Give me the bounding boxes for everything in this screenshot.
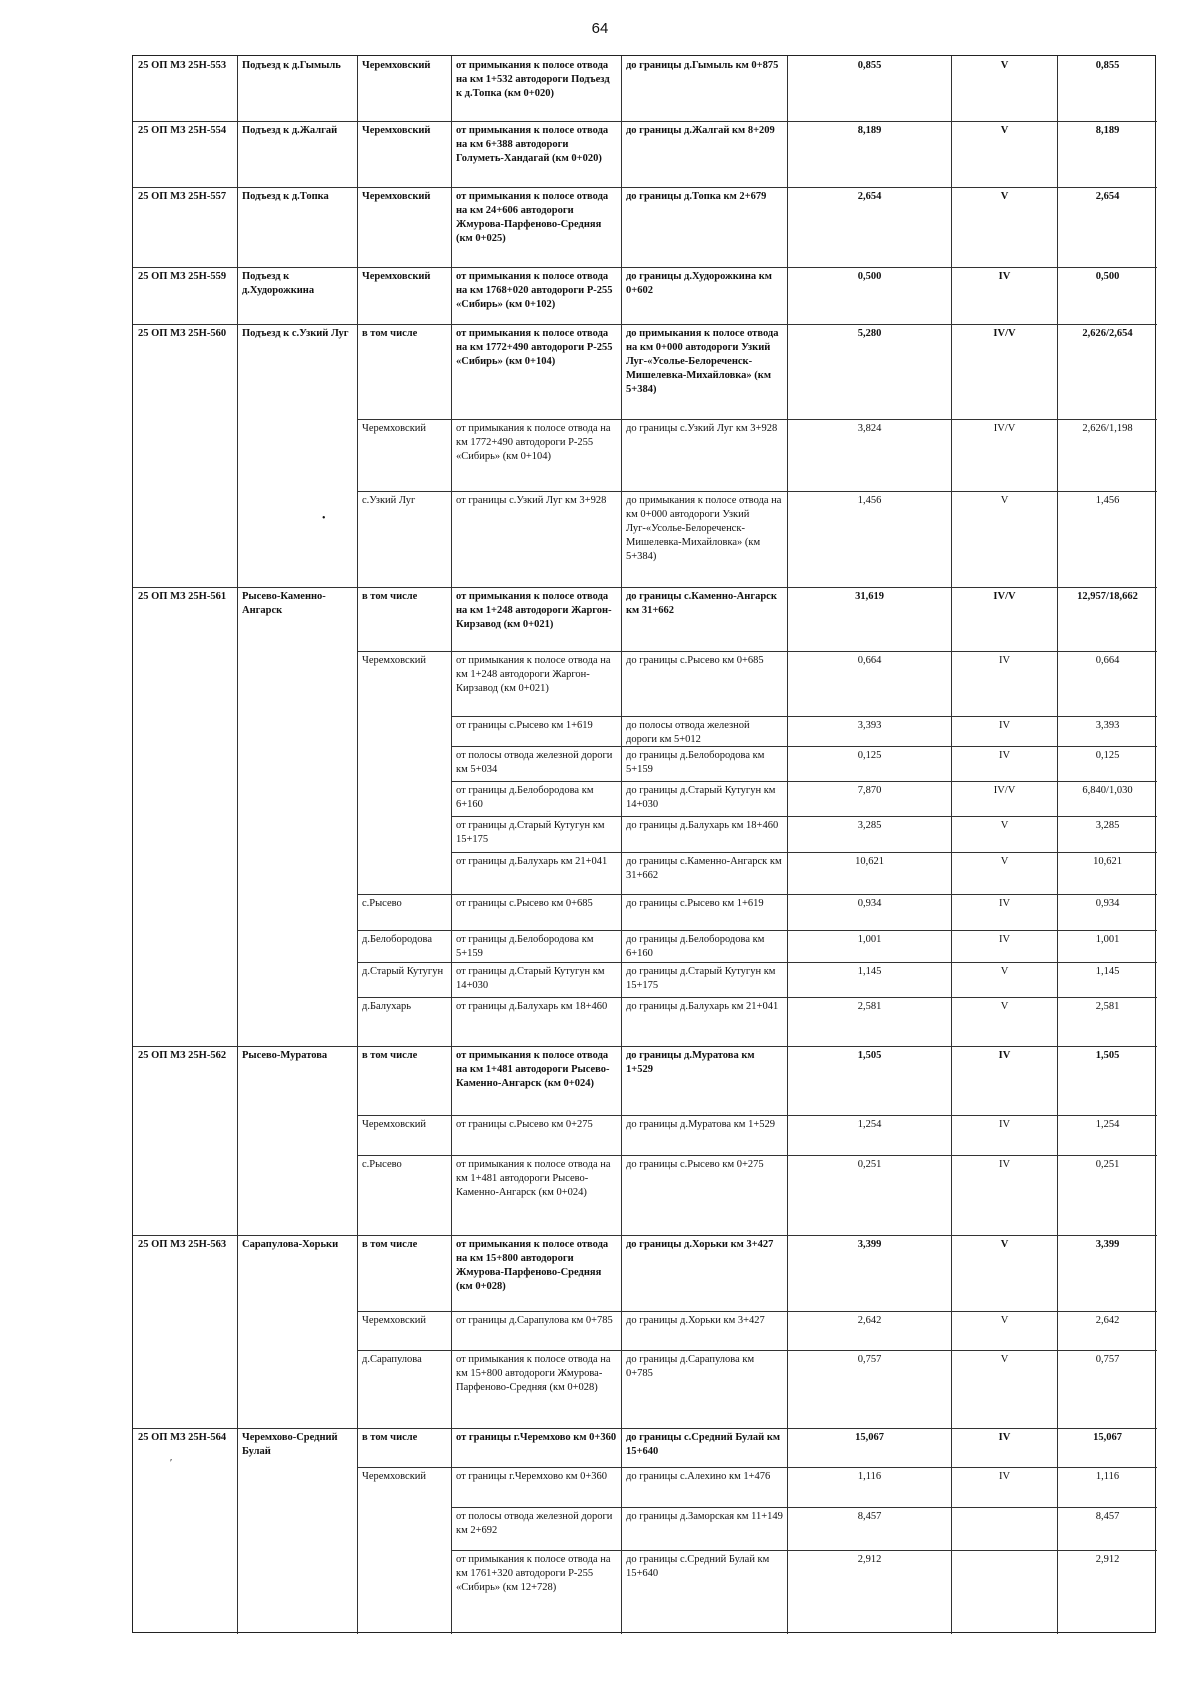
length-cell: 8,189: [857, 125, 882, 136]
length-cell: 0,500: [857, 271, 882, 282]
category-cell: V: [1000, 60, 1009, 71]
length-cell: 0,855: [857, 60, 882, 71]
category-cell: IV: [998, 1159, 1011, 1170]
from-cell: от примыкания к полосе отвода на км 1+481 автодороги Рысево-Каменно-Ангарск (км 0+024): [456, 1159, 611, 1199]
covered-length-cell: 8,189: [1095, 125, 1120, 136]
category-cell: IV/V: [993, 423, 1016, 434]
covered-length-cell: 1,145: [1095, 966, 1120, 977]
area-cell: с.Рысево: [362, 1159, 402, 1170]
category-cell: IV/V: [993, 328, 1016, 339]
length-cell: 3,399: [857, 1239, 882, 1250]
from-cell: от примыкания к полосе отвода на км 6+388 автодороги Голуметь-Хандагай (км 0+020): [456, 125, 609, 165]
area-cell: Черемховский: [362, 1315, 427, 1326]
category-cell: IV: [998, 934, 1011, 945]
length-cell: 2,642: [857, 1315, 882, 1326]
length-cell: 3,285: [857, 820, 882, 831]
from-cell: от границы д.Сарапулова км 0+785: [456, 1315, 613, 1326]
covered-length-cell: 2,642: [1095, 1315, 1120, 1326]
category-cell: V: [1000, 820, 1009, 831]
length-cell: 0,251: [857, 1159, 882, 1170]
from-cell: от примыкания к полосе отвода на км 1772+490 автодороги Р-255 «Сибирь» (км 0+104): [456, 423, 611, 463]
to-cell: до границы с.Алехино км 1+476: [626, 1471, 771, 1482]
from-cell: от примыкания к полосе отвода на км 1768+020 автодороги Р-255 «Сибирь» (км 0+102): [456, 271, 613, 311]
to-cell: до границы с.Каменно-Ангарск км 31+662: [626, 591, 777, 617]
from-cell: от примыкания к полосе отвода на км 1+532 автодороги Подъезд к д.Топка (км 0+020): [456, 60, 610, 100]
to-cell: до полосы отвода железной дороги км 5+012: [626, 720, 750, 746]
length-cell: 5,280: [857, 328, 882, 339]
covered-length-cell: 0,664: [1095, 655, 1120, 666]
to-cell: до границы д.Белобородова км 5+159: [626, 750, 765, 776]
road-name-cell: Рысево-Муратова: [242, 1050, 328, 1061]
area-cell: Черемховский: [362, 655, 427, 666]
road-id-cell: 25 ОП МЗ 25Н-553: [138, 60, 227, 71]
covered-length-cell: 15,067: [1093, 1432, 1122, 1443]
from-cell: от границы с.Узкий Луг км 3+928: [456, 495, 607, 506]
category-cell: [952, 1508, 1057, 1550]
to-cell: до границы д.Муратова км 1+529: [626, 1119, 775, 1130]
length-cell: 8,457: [857, 1511, 882, 1522]
to-cell: до границы д.Заморская км 11+149: [626, 1511, 783, 1522]
area-cell: Черемховский: [362, 1471, 427, 1482]
to-cell: до границы д.Худорожкина км 0+602: [626, 271, 772, 297]
covered-length-cell: 3,285: [1095, 820, 1120, 831]
road-id-cell: 25 ОП МЗ 25Н-564: [138, 1432, 227, 1443]
from-cell: от примыкания к полосе отвода на км 1+248 автодороги Жаргон-Кирзавод (км 0+021): [456, 591, 612, 631]
category-cell: V: [1000, 1354, 1009, 1365]
category-cell: IV: [998, 271, 1011, 282]
road-id-cell: 25 ОП МЗ 25Н-559: [138, 271, 227, 282]
road-name-cell: Рысево-Каменно-Ангарск: [242, 591, 326, 617]
category-cell: V: [1000, 495, 1009, 506]
road-id-cell: 25 ОП МЗ 25Н-554: [138, 125, 227, 136]
stray-mark: •: [322, 513, 326, 524]
area-cell: Черемховский: [362, 125, 431, 136]
area-cell: с.Рысево: [362, 898, 402, 909]
road-id-cell: 25 ОП МЗ 25Н-562: [138, 1050, 227, 1061]
covered-length-cell: 1,505: [1095, 1050, 1120, 1061]
covered-length-cell: 0,757: [1095, 1354, 1120, 1365]
area-cell: д.Белобородова: [362, 934, 433, 945]
covered-length-cell: 8,457: [1095, 1511, 1120, 1522]
length-cell: 1,116: [857, 1471, 882, 1482]
covered-length-cell: 10,621: [1093, 856, 1122, 867]
category-cell: IV/V: [993, 785, 1016, 796]
area-cell: в том числе: [362, 1432, 418, 1443]
from-cell: от примыкания к полосе отвода на км 15+800 автодороги Жмурова-Парфеново-Средняя (км 0+028): [456, 1239, 609, 1293]
to-cell: до границы с.Рысево км 0+275: [626, 1159, 764, 1170]
length-cell: 3,824: [857, 423, 882, 434]
area-cell: д.Старый Кутугун: [362, 966, 444, 977]
to-cell: до границы д.Топка км 2+679: [626, 191, 767, 202]
length-cell: 3,393: [857, 720, 882, 731]
covered-length-cell: 0,934: [1095, 898, 1120, 909]
length-cell: 10,621: [855, 856, 884, 867]
category-cell: V: [1000, 1315, 1009, 1326]
area-cell: с.Узкий Луг: [362, 495, 416, 506]
covered-length-cell: 6,840/1,030: [1082, 785, 1133, 796]
covered-length-cell: 0,125: [1095, 750, 1120, 761]
to-cell: до границы д.Старый Кутугун км 14+030: [626, 785, 776, 811]
covered-length-cell: 0,500: [1095, 271, 1120, 282]
to-cell: до границы с.Рысево км 0+685: [626, 655, 764, 666]
road-name-cell: Подъезд к д.Гымыль: [242, 60, 341, 71]
category-cell: IV: [998, 655, 1011, 666]
from-cell: от примыкания к полосе отвода на км 1+248 автодороги Жаргон-Кирзавод (км 0+021): [456, 655, 611, 695]
to-cell: до границы д.Балухарь км 18+460: [626, 820, 779, 831]
to-cell: до границы д.Белобородова км 6+160: [626, 934, 765, 960]
road-name-cell: Подъезд к д.Худорожкина: [242, 271, 315, 297]
to-cell: до границы с.Средний Булай км 15+640: [626, 1554, 770, 1580]
covered-length-cell: 2,626/2,654: [1082, 328, 1133, 339]
covered-length-cell: 1,456: [1095, 495, 1120, 506]
covered-length-cell: 2,626/1,198: [1082, 423, 1133, 434]
length-cell: 0,934: [857, 898, 882, 909]
covered-length-cell: 2,581: [1095, 1001, 1120, 1012]
length-cell: 1,001: [857, 934, 882, 945]
road-name-cell: Подъезд к с.Узкий Луг: [242, 328, 349, 339]
stray-mark: ′: [170, 1458, 173, 1469]
from-cell: от полосы отвода железной дороги км 5+034: [456, 750, 613, 776]
category-cell: IV: [998, 1432, 1011, 1443]
covered-length-cell: 1,254: [1095, 1119, 1120, 1130]
length-cell: 2,654: [857, 191, 882, 202]
length-cell: 1,145: [857, 966, 882, 977]
covered-length-cell: 0,855: [1095, 60, 1120, 71]
to-cell: до границы с.Средний Булай км 15+640: [626, 1432, 781, 1458]
from-cell: от примыкания к полосе отвода на км 1+481 автодороги Рысево-Каменно-Ангарск (км 0+024): [456, 1050, 610, 1090]
length-cell: 2,581: [857, 1001, 882, 1012]
area-cell: в том числе: [362, 1239, 418, 1250]
to-cell: до границы с.Рысево км 1+619: [626, 898, 764, 909]
from-cell: от границы с.Рысево км 1+619: [456, 720, 593, 731]
category-cell: IV: [998, 1050, 1011, 1061]
area-cell: Черемховский: [362, 1119, 427, 1130]
from-cell: от полосы отвода железной дороги км 2+692: [456, 1511, 613, 1537]
length-cell: 2,912: [857, 1554, 882, 1565]
from-cell: от границы д.Белобородова км 6+160: [456, 785, 594, 811]
to-cell: до границы д.Муратова км 1+529: [626, 1050, 755, 1076]
area-cell: Черемховский: [362, 271, 431, 282]
category-cell: [952, 1551, 1057, 1634]
road-id-cell: 25 ОП МЗ 25Н-557: [138, 191, 227, 202]
road-name-cell: Сарапулова-Хорьки: [242, 1239, 339, 1250]
from-cell: от примыкания к полосе отвода на км 1772+490 автодороги Р-255 «Сибирь» (км 0+104): [456, 328, 613, 368]
length-cell: 1,505: [857, 1050, 882, 1061]
from-cell: от границы г.Черемхово км 0+360: [456, 1432, 617, 1443]
to-cell: до границы д.Старый Кутугун км 15+175: [626, 966, 776, 992]
from-cell: от границы д.Балухарь км 21+041: [456, 856, 608, 867]
length-cell: 0,664: [857, 655, 882, 666]
road-id-cell: 25 ОП МЗ 25Н-560: [138, 328, 227, 339]
from-cell: от примыкания к полосе отвода на км 24+606 автодороги Жмурова-Парфеново-Средняя (км 0+025): [456, 191, 609, 245]
length-cell: 7,870: [857, 785, 882, 796]
category-cell: V: [1000, 966, 1009, 977]
area-cell: д.Сарапулова: [362, 1354, 422, 1365]
from-cell: от границы д.Белобородова км 5+159: [456, 934, 594, 960]
category-cell: IV: [998, 1471, 1011, 1482]
road-id-cell: 25 ОП МЗ 25Н-563: [138, 1239, 227, 1250]
covered-length-cell: 12,957/18,662: [1077, 591, 1138, 602]
from-cell: от границы с.Рысево км 0+275: [456, 1119, 593, 1130]
road-id-cell: 25 ОП МЗ 25Н-561: [138, 591, 227, 602]
to-cell: до примыкания к полосе отвода на км 0+000 автодороги Узкий Луг-«Усолье-Белореченск-Мишелевка-Михайловка» (км 5+384): [626, 328, 779, 396]
from-cell: от примыкания к полосе отвода на км 15+800 автодороги Жмурова-Парфеново-Средняя (км 0+028): [456, 1354, 611, 1394]
area-cell: в том числе: [362, 328, 418, 339]
length-cell: 31,619: [855, 591, 884, 602]
road-name-cell: Черемхово-Средний Булай: [242, 1432, 338, 1458]
category-cell: IV: [998, 1119, 1011, 1130]
length-cell: 15,067: [855, 1432, 884, 1443]
page-number: 64: [591, 20, 609, 37]
from-cell: от границы д.Балухарь км 18+460: [456, 1001, 608, 1012]
road-name-cell: Подъезд к д.Топка: [242, 191, 329, 202]
to-cell: до границы д.Балухарь км 21+041: [626, 1001, 779, 1012]
covered-length-cell: 1,116: [1095, 1471, 1120, 1482]
to-cell: до границы д.Сарапулова км 0+785: [626, 1354, 755, 1380]
area-cell: Черемховский: [362, 60, 431, 71]
length-cell: 1,456: [857, 495, 882, 506]
area-cell: Черемховский: [362, 191, 431, 202]
length-cell: 0,757: [857, 1354, 882, 1365]
length-cell: 1,254: [857, 1119, 882, 1130]
area-cell: в том числе: [362, 591, 418, 602]
from-cell: от границы г.Черемхово км 0+360: [456, 1471, 608, 1482]
category-cell: IV: [998, 898, 1011, 909]
to-cell: до границы д.Хорьки км 3+427: [626, 1315, 765, 1326]
covered-length-cell: 0,251: [1095, 1159, 1120, 1170]
category-cell: V: [1000, 856, 1009, 867]
category-cell: V: [1000, 125, 1009, 136]
category-cell: V: [1000, 191, 1009, 202]
road-registry-table: [132, 55, 1156, 1633]
category-cell: IV: [998, 750, 1011, 761]
to-cell: до границы д.Жалгай км 8+209: [626, 125, 775, 136]
to-cell: до границы д.Гымыль км 0+875: [626, 60, 779, 71]
length-cell: 0,125: [857, 750, 882, 761]
road-name-cell: Подъезд к д.Жалгай: [242, 125, 338, 136]
area-cell: Черемховский: [362, 423, 427, 434]
from-cell: от примыкания к полосе отвода на км 1761+320 автодороги Р-255 «Сибирь» (км 12+728): [456, 1554, 611, 1594]
covered-length-cell: 3,399: [1095, 1239, 1120, 1250]
to-cell: до границы с.Узкий Луг км 3+928: [626, 423, 778, 434]
to-cell: до примыкания к полосе отвода на км 0+000 автодороги Узкий Луг-«Усолье-Белореченск-Мишелевка-Михайловка» (км 5+384): [626, 495, 782, 563]
covered-length-cell: 2,912: [1095, 1554, 1120, 1565]
covered-length-cell: 2,654: [1095, 191, 1120, 202]
covered-length-cell: 3,393: [1095, 720, 1120, 731]
from-cell: от границы д.Старый Кутугун км 15+175: [456, 820, 605, 846]
to-cell: до границы д.Хорьки км 3+427: [626, 1239, 774, 1250]
category-cell: V: [1000, 1001, 1009, 1012]
from-cell: от границы д.Старый Кутугун км 14+030: [456, 966, 605, 992]
area-cell: д.Балухарь: [362, 1001, 412, 1012]
from-cell: от границы с.Рысево км 0+685: [456, 898, 593, 909]
category-cell: IV/V: [993, 591, 1016, 602]
area-cell: в том числе: [362, 1050, 418, 1061]
category-cell: V: [1000, 1239, 1009, 1250]
to-cell: до границы с.Каменно-Ангарск км 31+662: [626, 856, 782, 882]
covered-length-cell: 1,001: [1095, 934, 1120, 945]
category-cell: IV: [998, 720, 1011, 731]
